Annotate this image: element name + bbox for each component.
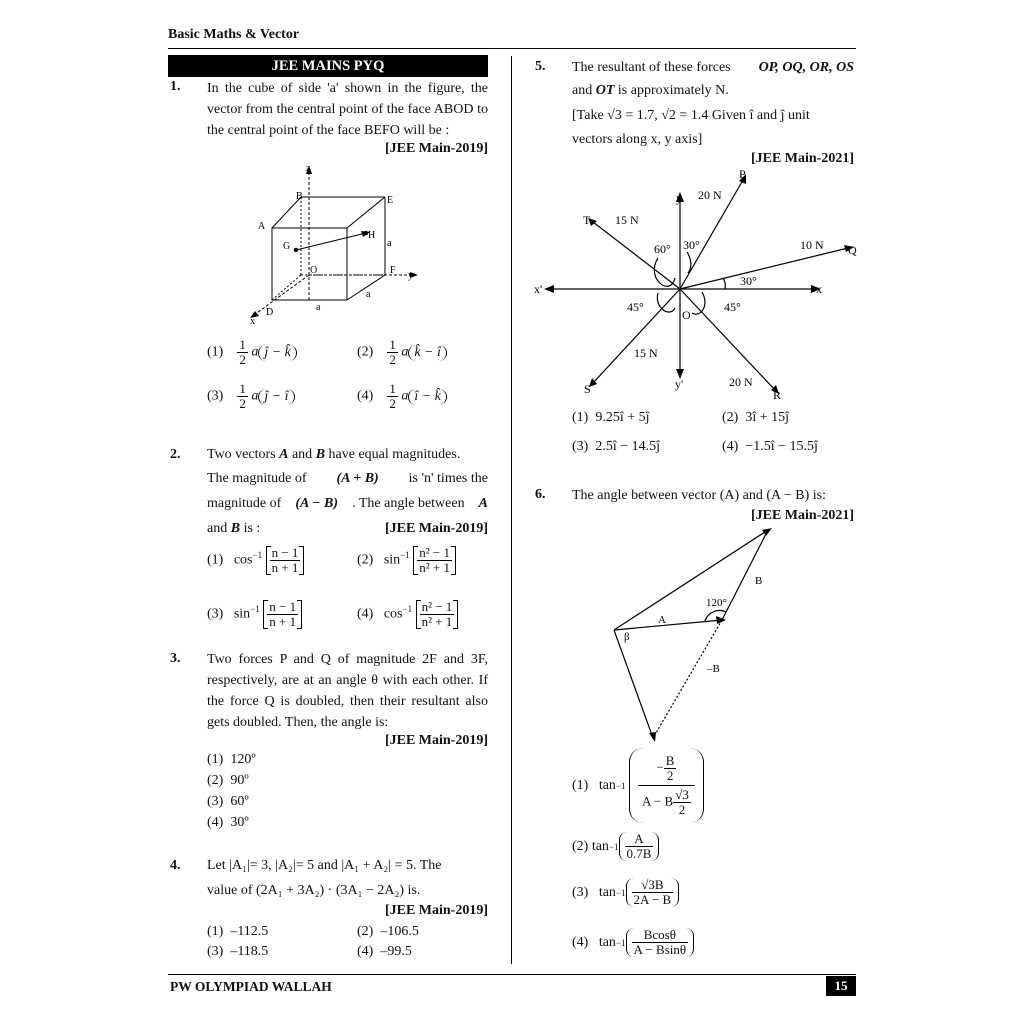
- fig1-label-y: y: [408, 270, 413, 281]
- q1-cube-figure: [240, 160, 430, 330]
- fig1-label-x: x: [250, 316, 255, 327]
- fig6-label-beta: β: [624, 631, 630, 643]
- footer-rule: [168, 974, 856, 975]
- fig5-label-q-force: 10 N: [800, 238, 824, 252]
- fig5-label-s-force: 15 N: [634, 346, 658, 360]
- q1-tag: [JEE Main-2019]: [384, 141, 488, 156]
- q5-option-3[interactable]: (3) 2.5î − 14.5ĵ: [572, 439, 661, 454]
- q5-line2: and OT is approximately N.: [572, 83, 729, 98]
- fig5-label-y: y: [676, 191, 682, 205]
- q1-opt1-num: (1): [207, 344, 224, 360]
- q4-line2: value of (2A₁ + 3A₂) · (3A₁ − 2A₂) is.: [207, 883, 421, 898]
- q3-option-1[interactable]: (1) 120º: [207, 752, 256, 767]
- fig1-label-o: O: [310, 265, 318, 276]
- fig5-label-r-force: 20 N: [729, 375, 753, 389]
- fig5-label-o: O: [682, 308, 691, 322]
- fig1-label-b: B: [296, 191, 303, 202]
- q6-option-1[interactable]: (1) tan −1 − $\frac{B}{2}$ A − B $\frac{√3}{2}$: [572, 748, 704, 823]
- q4-option-1[interactable]: (1) –112.5: [207, 924, 269, 939]
- q3-number: 3.: [170, 651, 181, 666]
- q1-option-2[interactable]: (2) $\frac{1}{2}$ a k̂ − î: [357, 338, 447, 367]
- fig5-label-t-force: 15 N: [615, 213, 639, 227]
- fig5-label-q: Q: [848, 243, 857, 257]
- q2-tag: [JEE Main-2019]: [384, 521, 488, 536]
- q3-text: Two forces P and Q of magnitude 2F and 3F, respectively, are at an angle θ with each other. If the force Q is doubled, then their resultant also gets doubled. Then, the angle is:: [207, 652, 488, 730]
- fig5-label-x-prime: x': [534, 282, 543, 296]
- fig1-label-side: a: [387, 238, 392, 249]
- q6-option-2[interactable]: (2) tan −1 $\frac{A}{0.7B}$: [572, 832, 659, 861]
- q5-line4: vectors along x, y axis]: [572, 132, 703, 147]
- fig6-label-minus-b: –B: [707, 663, 720, 675]
- fig1-label-a: A: [258, 221, 266, 232]
- q2-number: 2.: [170, 447, 181, 462]
- q3-option-3[interactable]: (3) 60º: [207, 794, 249, 809]
- fig5-label-p: P: [739, 168, 746, 181]
- fig5-label-angle-30-top: 30°: [683, 238, 700, 252]
- q4-option-3[interactable]: (3) –118.5: [207, 944, 269, 959]
- q6-text: The angle between vector (A) and (A − B) is:: [572, 488, 826, 503]
- fig1-label-d: D: [266, 307, 274, 318]
- q2-option-1[interactable]: (1) $\cos^{-1}$ $\frac{n - 1}{n + 1}$: [207, 546, 304, 575]
- q1-opt1-half: $\frac{1}{2}$: [239, 337, 246, 367]
- q2-line4: and B is : [JEE Main-2019]: [207, 518, 488, 539]
- q3-tag: [JEE Main-2019]: [384, 733, 488, 748]
- q5-option-4[interactable]: (4) −1.5î − 15.5ĵ: [722, 439, 818, 454]
- footer-brand: PW OLYMPIAD WALLAH: [170, 979, 332, 994]
- q5-force-diagram: [530, 168, 860, 403]
- q6-option-4[interactable]: (4) tan −1 $\frac{Bcos\theta}{A - Bsin\theta}$: [572, 928, 694, 957]
- q2-line2: The magnitude of (A + B) is 'n' times the: [207, 471, 488, 486]
- fig5-label-s: S: [584, 382, 591, 396]
- q4-tag: [JEE Main-2019]: [384, 903, 488, 918]
- fig1-label-bottom: a: [316, 302, 321, 313]
- fig5-label-t: T: [583, 213, 591, 227]
- fig6-label-angle: 120°: [706, 597, 727, 609]
- q5-number: 5.: [535, 59, 546, 74]
- q5-line3: [Take √3 = 1.7, √2 = 1.4 Given î and ĵ unit: [572, 108, 810, 123]
- q4-number: 4.: [170, 858, 181, 873]
- header-rule: [168, 48, 856, 49]
- q6-vector-diagram: [600, 520, 800, 750]
- q1-option-4[interactable]: (4) $\frac{1}{2}$ a î − k̂: [357, 382, 447, 411]
- q1-option-1[interactable]: (1) $\frac{1}{2}$ a ĵ − k̂: [207, 338, 297, 367]
- fig5-label-p-force: 20 N: [698, 188, 722, 202]
- fig6-label-b: B: [755, 575, 763, 587]
- q6-number: 6.: [535, 487, 546, 502]
- fig5-label-angle-45-right: 45°: [724, 300, 741, 314]
- fig6-label-a: A: [658, 614, 666, 626]
- q6-option-3[interactable]: (3) tan −1 $\frac{√3B}{2A - B}$: [572, 878, 679, 907]
- q2-option-4[interactable]: (4) $\cos^{-1}$ $\frac{\text{n² − 1}}{\text{n² + 1}}$: [357, 600, 458, 629]
- page-header-title: Basic Maths & Vector: [168, 27, 300, 42]
- q3-option-2[interactable]: (2) 90º: [207, 773, 249, 788]
- q2-option-2[interactable]: (2) $\sin^{-1}$ $\frac{\text{n² − 1}}{\text{n² + 1}}$: [357, 546, 456, 575]
- fig5-label-x: x: [816, 282, 822, 296]
- fig1-label-z: z: [306, 163, 311, 174]
- fig5-label-angle-60: 60°: [654, 242, 671, 256]
- q1-text: In the cube of side 'a' shown in the figure, the vector from the central point of the face ABOD to the central point of the face BEFO will be :: [207, 81, 488, 138]
- section-banner: JEE MAINS PYQ: [168, 55, 488, 77]
- q1-option-3[interactable]: (3) $\frac{1}{2}$ a ĵ − î: [207, 382, 295, 411]
- page-number: 15: [826, 976, 856, 996]
- fig1-label-e: E: [387, 195, 394, 206]
- column-divider: [511, 56, 512, 964]
- q2-line1: Two vectors A and B have equal magnitudes.: [207, 447, 461, 462]
- fig5-label-r: R: [773, 388, 782, 402]
- q1-number: 1.: [170, 79, 181, 94]
- fig5-label-angle-30-right: 30°: [740, 274, 757, 288]
- fig5-label-y-prime: y': [675, 377, 684, 391]
- q5-option-1[interactable]: (1) 9.25î + 5ĵ: [572, 410, 650, 425]
- q5-option-2[interactable]: (2) 3î + 15ĵ: [722, 410, 790, 425]
- q2-option-3[interactable]: (3) $\sin^{-1}$ $\frac{n - 1}{n + 1}$: [207, 600, 302, 629]
- fig5-label-angle-45-left: 45°: [627, 300, 644, 314]
- fig1-label-right: a: [366, 289, 371, 300]
- q4-option-4[interactable]: (4) –99.5: [357, 944, 412, 959]
- q4-option-2[interactable]: (2) –106.5: [357, 924, 419, 939]
- fig1-label-h: H: [368, 230, 376, 241]
- q5-tag: [JEE Main-2021]: [750, 151, 854, 166]
- fig1-label-f: F: [390, 265, 396, 276]
- q5-line1: The resultant of these forces OP, OQ, OR, OS: [572, 60, 854, 75]
- q2-line3: magnitude of (A − B) . The angle between A: [207, 496, 488, 511]
- q4-line1: Let |A₁|= 3, |A₂|= 5 and |A₁ + A₂| = 5. The: [207, 858, 442, 873]
- fig1-label-g: G: [283, 241, 291, 252]
- q3-option-4[interactable]: (4) 30º: [207, 815, 249, 830]
- q6-tag: [JEE Main-2021]: [750, 508, 854, 523]
